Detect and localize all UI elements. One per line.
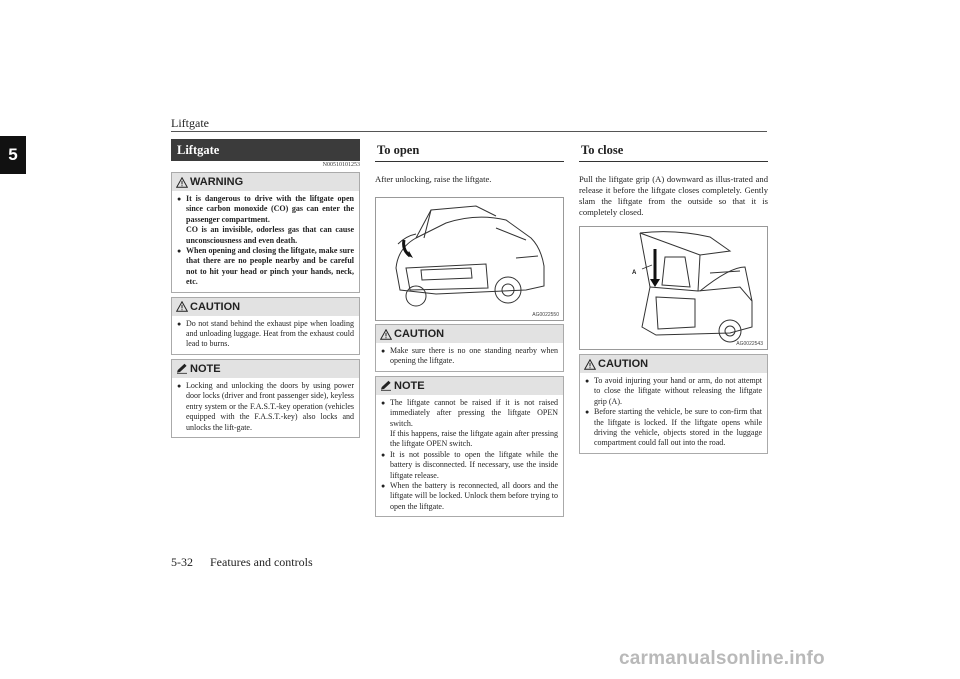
bullet-item — [381, 450, 558, 481]
header-rule — [171, 131, 767, 132]
bullet-paragraph: ● Before starting the vehicle, be sure to con-firm that the liftgate is locked. If the liftgate opens while driving the vehicle, objects stored in the luggage compartment could fall out into the road. — [594, 407, 762, 448]
bullet-paragraph: ● Make sure there is no one standing nearby when opening the liftgate. — [390, 346, 558, 366]
bullet-item — [381, 481, 558, 512]
note-box — [171, 359, 360, 438]
note-items — [172, 378, 359, 437]
note-pencil-icon — [176, 363, 188, 374]
bullet-paragraph: ● The liftgate cannot be raised if it is not raised immediately after pressing the liftgate OPEN switch. — [390, 397, 558, 428]
figure-code: AG0022550 — [532, 312, 559, 318]
warning-triangle-icon — [176, 177, 188, 188]
page-number: 5-32 — [171, 555, 193, 569]
section-heading-to-open: To open — [375, 139, 564, 162]
note-pencil-icon — [380, 380, 392, 391]
page-footer — [171, 555, 313, 570]
bullet-paragraph: ● It is dangerous to drive with the liftgate open since carbon monoxide (CO) gas can enter the passenger compartment. — [186, 194, 354, 224]
bullet-item — [585, 376, 762, 407]
figure-label-a: A — [632, 270, 637, 276]
caution-header — [172, 298, 359, 316]
page-header-title: Liftgate — [171, 116, 209, 130]
liftgate-open-figure — [375, 197, 564, 321]
caution-box — [375, 324, 564, 372]
warning-box — [171, 172, 360, 293]
note-label: NOTE — [394, 379, 425, 392]
note-label: NOTE — [190, 362, 221, 375]
bullet-item — [381, 398, 558, 450]
caution-triangle-icon — [176, 301, 188, 312]
note-box — [375, 376, 564, 517]
bullet-item — [177, 319, 354, 350]
caution-header — [580, 355, 767, 373]
footer-section: Features and controls — [210, 555, 313, 569]
bullet-paragraph: ● It is not possible to open the liftgate while the battery is disconnected. If necessary, use the inside liftgate release. — [390, 449, 558, 480]
bullet-item — [381, 346, 558, 367]
warning-items — [172, 191, 359, 292]
caution-box — [171, 297, 360, 355]
bullet-item — [177, 194, 354, 246]
caution-triangle-icon — [380, 329, 392, 340]
liftgate-close-figure — [579, 226, 768, 350]
caution-label: CAUTION — [190, 300, 241, 313]
caution-box — [579, 354, 768, 454]
figure-code: AG0022543 — [736, 341, 763, 347]
reference-code: N00510101253 — [322, 162, 360, 168]
section-heading-to-close: To close — [579, 139, 768, 162]
caution-triangle-icon — [584, 359, 596, 370]
suv-rear-closing-illustration — [580, 227, 767, 349]
left-column — [171, 139, 360, 438]
chapter-tab: 5 — [0, 136, 26, 174]
bullet-paragraph: ● To avoid injuring your hand or arm, do not attempt to close the liftgate without releasing the liftgate grip (A). — [594, 376, 762, 406]
caution-label: CAUTION — [394, 328, 445, 340]
bullet-paragraph: ● Locking and unlocking the doors by using power door locks (driver and front passenger side), keyless entry system or the F.A.S.T.-key operation (vehicles equipped with the F.A.S.T.-key) also locks and unlocks the lift-gate. — [186, 380, 354, 432]
bullet-item — [585, 407, 762, 449]
note-items — [376, 395, 563, 516]
bullet-paragraph: ● When opening and closing the liftgate, make sure that there are no people nearby and be careful not to hit your head or pinch your hands, neck, etc. — [186, 246, 354, 287]
bullet-item — [177, 246, 354, 288]
watermark: carmanualsonline.info — [619, 648, 825, 669]
section-heading-liftgate: Liftgate — [171, 139, 360, 161]
note-header — [172, 360, 359, 378]
caution-items — [376, 343, 563, 371]
caution-label: CAUTION — [598, 358, 649, 370]
caution-items — [172, 316, 359, 354]
warning-label: WARNING — [190, 176, 244, 188]
bullet-paragraph: ● Do not stand behind the exhaust pipe when loading and unloading luggage. Heat from the exhaust could lead to burns. — [186, 318, 354, 349]
bullet-paragraph: If this happens, raise the liftgate again after pressing the liftgate OPEN switch. — [390, 429, 558, 449]
middle-column — [375, 139, 564, 517]
right-column — [579, 139, 768, 454]
bullet-paragraph: ● When the battery is reconnected, all doors and the liftgate will be locked. Unlock them before trying to open the liftgate. — [390, 481, 558, 511]
caution-items — [580, 373, 767, 453]
warning-header — [172, 173, 359, 191]
close-instructions: Pull the liftgate grip (A) downward as illus-trated and release it before the liftgate closes completely. Gently slam the liftgate from the outside so that it is completely closed. — [579, 174, 768, 217]
note-header — [376, 377, 563, 395]
bullet-paragraph: CO is an invisible, odorless gas that can cause unconsciousness and even death. — [186, 225, 354, 245]
open-instructions: After unlocking, raise the liftgate. — [375, 174, 492, 184]
suv-rear-open-illustration — [376, 198, 563, 320]
caution-header — [376, 325, 563, 343]
bullet-item — [177, 381, 354, 433]
